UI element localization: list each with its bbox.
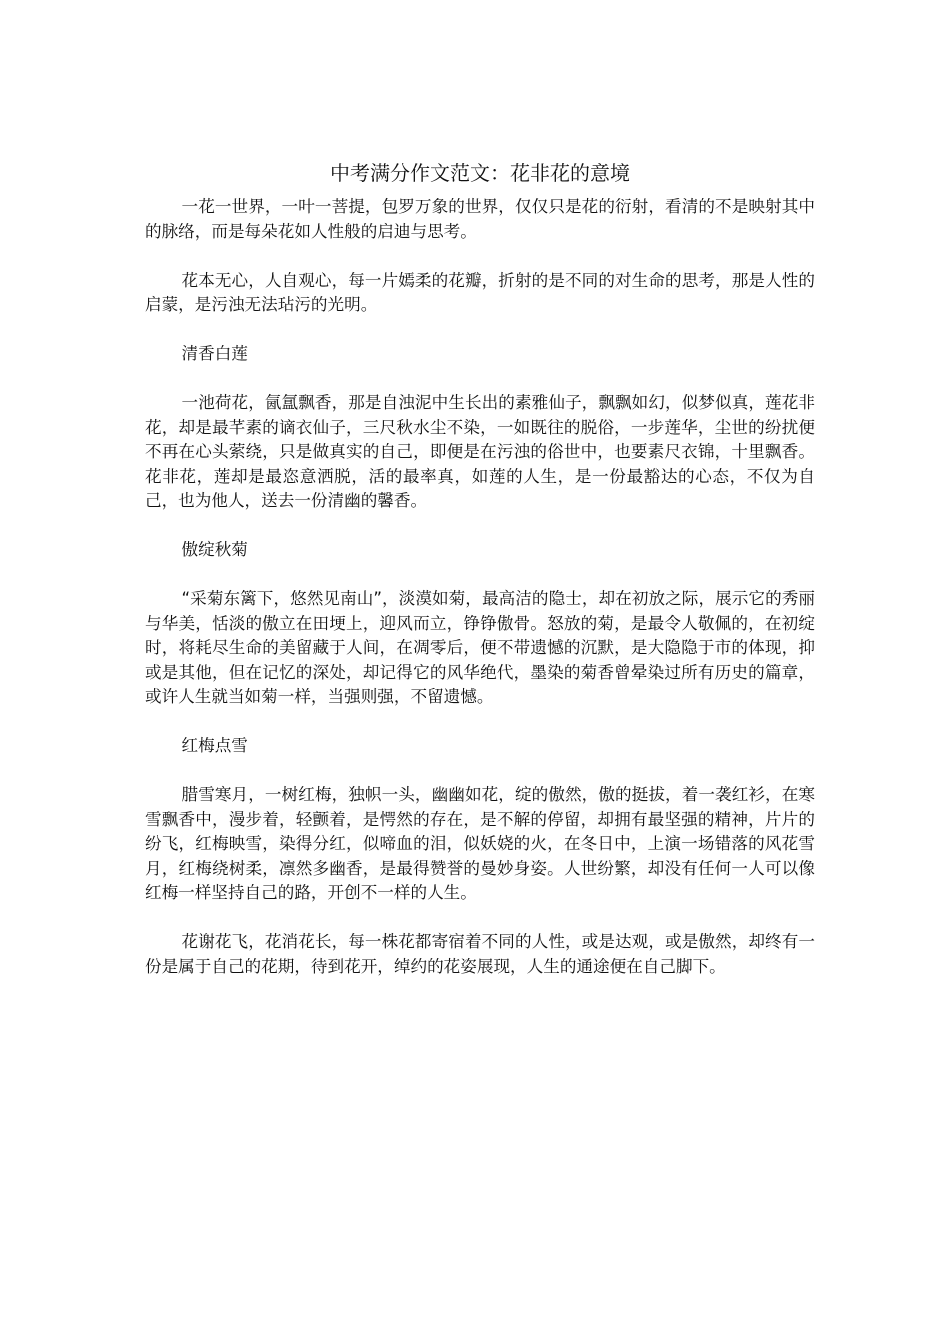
paragraph-lotus: 一池荷花，氤氲飘香，那是自浊泥中生长出的素雅仙子，飘飘如幻，似梦似真，莲花非花，却是最芊素的谪衣仙子，三尺秋水尘不染，一如既往的脱俗，一步莲华，尘世的纷扰便不再在心头萦绕，只是做真实的自己，即便是在污浊的俗世中，也要素尺衣锦，十里飘香。花非花，莲却是最恣意洒脱，活的最率真，如莲的人生，是一份最豁达的心态，不仅为自己，也为他人，送去一份清幽的馨香。 — [145, 393, 815, 510]
paragraph-chrysanthemum: “采菊东篱下，悠然见南山”，淡漠如菊，最高洁的隐士，却在初放之际，展示它的秀丽与华美，恬淡的傲立在田埂上，迎风而立，铮铮傲骨。怒放的菊，是最令人敬佩的，在初绽时，将耗尽生命的美留藏于人间，在凋零后，便不带遗憾的沉默，是大隐隐于市的体现，抑或是其他，但在记忆的深处，却记得它的风华绝代，墨染的菊香曾晕染过所有历史的篇章，或许人生就当如菊一样，当强则强，不留遗憾。 — [145, 589, 815, 706]
document-title: 中考满分作文范文：花非花的意境 — [330, 161, 630, 185]
paragraph-conclusion: 花谢花飞，花消花长，每一株花都寄宿着不同的人性，或是达观，或是傲然，却终有一份是属于自己的花期，待到花开，绰约的花姿展现，人生的通途便在自己脚下。 — [145, 932, 815, 976]
paragraph-intro: 一花一世界，一叶一菩提，包罗万象的世界，仅仅只是花的衍射，看清的不是映射其中的脉络，而是每朵花如人性般的启迪与思考。 — [145, 197, 815, 241]
section-heading-chrysanthemum: 傲绽秋菊 — [181, 540, 248, 559]
section-heading-lotus: 清香白莲 — [181, 344, 248, 363]
paragraph-flower-heart: 花本无心，人自观心，每一片嫣柔的花瓣，折射的是不同的对生命的思考，那是人性的启蒙，是污浊无法玷污的光明。 — [145, 270, 815, 314]
section-heading-plum: 红梅点雪 — [181, 736, 248, 755]
paragraph-plum: 腊雪寒月，一树红梅，独帜一头，幽幽如花，绽的傲然，傲的挺拔，着一袭红衫，在寒雪飘香中，漫步着，轻颤着，是愕然的存在，是不解的停留，却拥有最坚强的精神，片片的纷飞，红梅映雪，染得分红，似啼血的泪，似妖娆的火，在冬日中，上演一场错落的风花雪月，红梅绕树柔，凛然多幽香，是最得赞誉的曼妙身姿。人世纷繁，却没有任何一人可以像红梅一样坚持自己的路，开创不一样的人生。 — [145, 785, 815, 902]
document-page — [145, 158, 815, 1004]
